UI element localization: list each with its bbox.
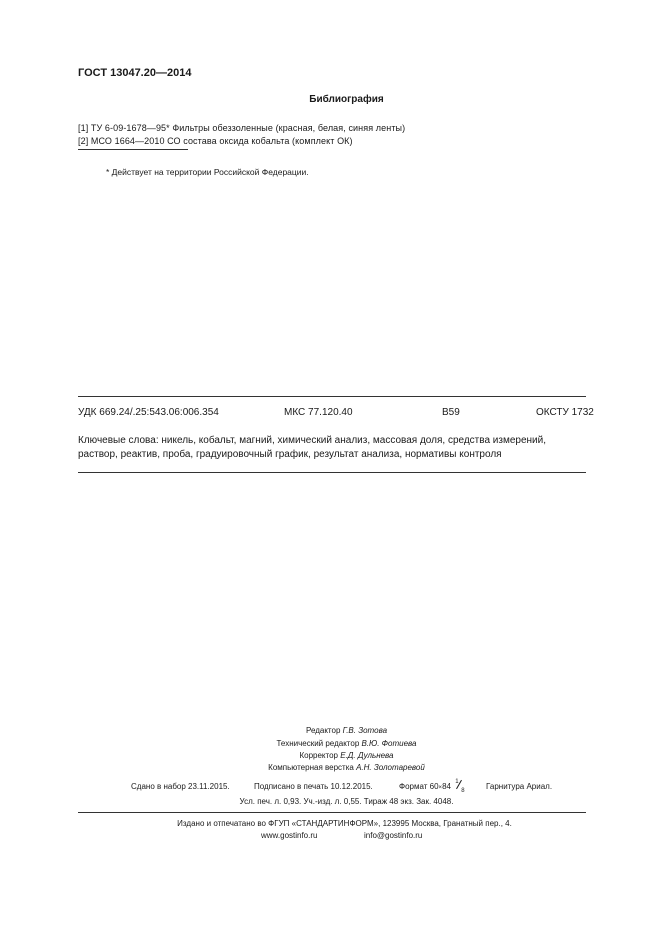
credit-proofreader [0,751,661,760]
credit-tech-editor-name: В.Ю. Фотиева [361,739,417,748]
group-code: B59 [442,407,460,418]
publisher-email[interactable]: info@gostinfo.ru [364,831,423,840]
footnote: * Действует на территории Российской Федерации. [106,167,309,177]
print-signed: Подписано в печать 10.12.2015. [254,782,373,791]
credit-tech-editor-label: Технический редактор [276,739,362,748]
print-format-label: Формат 60 [399,782,439,792]
credit-editor [0,726,661,735]
credit-tech-editor [0,739,661,748]
print-format-84: 84 [442,782,451,792]
keywords-bottom-rule [78,472,586,473]
bibliography-item-1: [1] ТУ 6-09-1678—95* Фильтры обеззоленные (красная, белая, синяя ленты) [78,123,406,133]
credit-layout-label: Компьютерная верстка [268,763,357,772]
okstu-code: ОКСТУ 1732 [536,407,594,418]
credit-proofreader-label: Корректор [299,751,341,760]
bibliography-title: Библиография [309,94,384,105]
credit-proofreader-name: Е.Д. Дульнева [340,751,394,760]
publisher-address: Издано и отпечатано во ФГУП «СТАНДАРТИНФОРМ», 123995 Москва, Гранатный пер., 4. [177,819,512,828]
print-format-fraction [453,779,467,794]
publisher-top-rule [78,812,586,813]
print-typeface: Гарнитура Ариал. [486,782,553,791]
print-format [399,779,467,794]
credit-editor-name: Г.В. Зотова [342,726,388,735]
udk-code: УДК 669.24/.25:543.06:006.354 [78,407,219,418]
credit-editor-label: Редактор [305,726,343,735]
publisher-site[interactable]: www.gostinfo.ru [261,831,318,840]
print-format-denominator: 8 [461,788,465,794]
credit-layout-name: А.Н. Золотаревой [356,763,425,772]
mks-code: МКС 77.120.40 [284,407,353,418]
keywords: Ключевые слова: никель, кобальт, магний, химический анализ, массовая доля, средства измерений, раствор, реактив, проба, градуировочный график, результат анализа, нормативы контроля [78,435,547,460]
classification-top-rule [78,396,586,397]
print-sent: Сдано в набор 23.11.2015. [131,782,230,791]
print-format-numerator: 1 [455,779,459,785]
print-format-times: × [438,785,443,792]
credit-layout [0,763,661,772]
print-details: Усл. печ. л. 0,93. Уч.-изд. л. 0,55. Тираж 48 экз. Зак. 4048. [239,797,454,806]
standard-header: ГОСТ 13047.20—2014 [78,67,192,79]
footnote-divider [78,149,188,150]
bibliography-item-2: [2] МСО 1664—2010 СО состава оксида кобальта (комплект ОК) [78,136,353,146]
